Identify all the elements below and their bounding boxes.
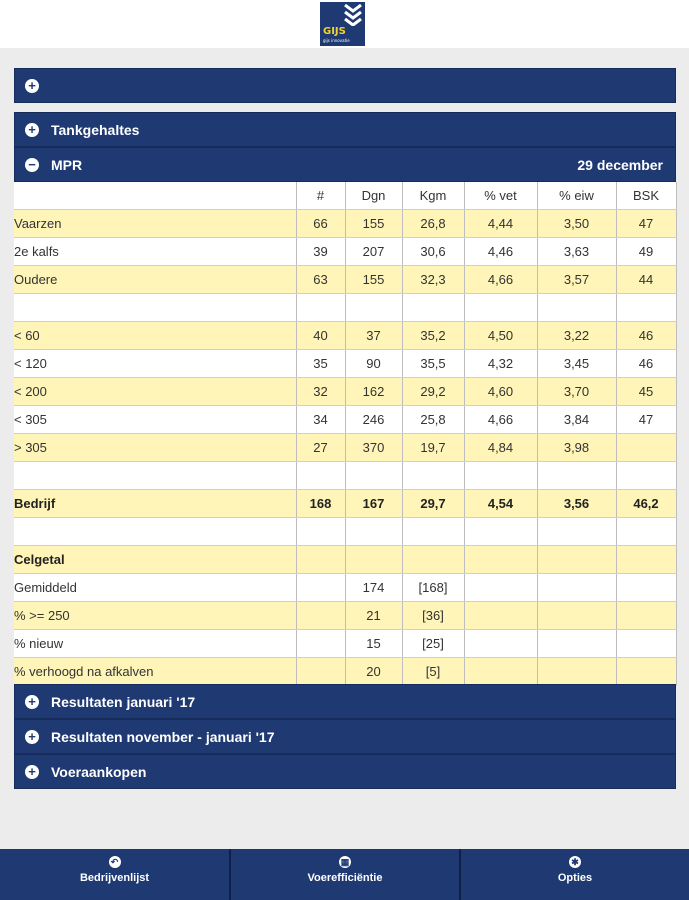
table-cell [296, 602, 345, 630]
table-row [14, 658, 676, 686]
table-cell: 25,8 [402, 406, 464, 434]
table-cell: 3,50 [537, 210, 616, 238]
table-cell [14, 462, 296, 490]
table-cell [345, 462, 402, 490]
table-row [14, 378, 676, 406]
table-cell: < 305 [14, 406, 296, 434]
table-cell: 47 [616, 406, 676, 434]
mpr-date: 29 december [577, 157, 663, 173]
table-cell: 15 [345, 630, 402, 658]
table-cell [537, 518, 616, 546]
table-cell [296, 574, 345, 602]
table-cell [464, 518, 537, 546]
table-cell: 167 [345, 490, 402, 518]
table-row [14, 406, 676, 434]
table-cell: 4,54 [464, 490, 537, 518]
resultaten-januari-section-header[interactable] [14, 684, 676, 719]
table-header-cell: % vet [464, 182, 537, 210]
table-cell [402, 462, 464, 490]
table-cell: 4,60 [464, 378, 537, 406]
table-cell: 3,70 [537, 378, 616, 406]
table-row [14, 350, 676, 378]
table-cell: 66 [296, 210, 345, 238]
plus-icon: + [25, 123, 39, 137]
mpr-label: MPR [51, 157, 83, 173]
mpr-section-header[interactable] [14, 147, 676, 182]
resultaten-nov-jan-label: Resultaten november - januari '17 [51, 729, 275, 745]
empty-section-header[interactable] [14, 68, 676, 103]
table-cell: 27 [296, 434, 345, 462]
tankgehaltes-section-header[interactable] [14, 112, 676, 147]
table-cell: 35 [296, 350, 345, 378]
table-cell: 20 [345, 658, 402, 686]
table-header-cell: Dgn [345, 182, 402, 210]
table-cell: Oudere [14, 266, 296, 294]
table-cell: 35,2 [402, 322, 464, 350]
table-row [14, 322, 676, 350]
table-cell [464, 574, 537, 602]
table-cell [537, 546, 616, 574]
table-cell [402, 294, 464, 322]
minus-icon: − [25, 158, 39, 172]
plus-icon: + [25, 695, 39, 709]
table-cell [14, 294, 296, 322]
table-cell: 21 [345, 602, 402, 630]
table-cell: 4,32 [464, 350, 537, 378]
table-cell [345, 546, 402, 574]
table-cell: 370 [345, 434, 402, 462]
table-cell: 3,84 [537, 406, 616, 434]
plus-icon: + [25, 730, 39, 744]
table-cell: 90 [345, 350, 402, 378]
table-cell [537, 630, 616, 658]
table-cell: 3,22 [537, 322, 616, 350]
table-cell: 40 [296, 322, 345, 350]
plus-icon: + [25, 79, 39, 93]
table-row [14, 574, 676, 602]
opties-label: Opties [557, 872, 593, 884]
table-cell: < 120 [14, 350, 296, 378]
mpr-table [14, 182, 677, 686]
resultaten-januari-label: Resultaten januari '17 [51, 694, 196, 710]
table-cell [296, 658, 345, 686]
table-cell: 63 [296, 266, 345, 294]
table-row [14, 518, 676, 546]
table-cell: 30,6 [402, 238, 464, 266]
table-cell: 3,56 [537, 490, 616, 518]
table-cell [296, 294, 345, 322]
table-cell: 155 [345, 266, 402, 294]
table-cell: [36] [402, 602, 464, 630]
logo-text: GIJS [323, 26, 346, 37]
tankgehaltes-label: Tankgehaltes [51, 122, 140, 138]
gijs-logo [320, 2, 365, 46]
table-cell: % >= 250 [14, 602, 296, 630]
table-cell [345, 294, 402, 322]
table-cell [616, 546, 676, 574]
voeraankopen-section-header[interactable] [14, 754, 676, 789]
opties-button[interactable] [461, 849, 689, 900]
table-cell: 162 [345, 378, 402, 406]
table-cell: 4,66 [464, 266, 537, 294]
voerefficientie-button[interactable] [231, 849, 461, 900]
table-cell: 3,98 [537, 434, 616, 462]
table-cell [537, 462, 616, 490]
table-header-cell: # [296, 182, 345, 210]
table-cell [464, 602, 537, 630]
table-cell: 45 [616, 378, 676, 406]
table-cell [616, 602, 676, 630]
table-cell [537, 574, 616, 602]
table-cell: 3,63 [537, 238, 616, 266]
grid-icon: ▦ [340, 857, 350, 867]
table-cell: 32 [296, 378, 345, 406]
table-header-cell: % eiw [537, 182, 616, 210]
table-cell: 4,46 [464, 238, 537, 266]
table-cell: 32,3 [402, 266, 464, 294]
table-cell: Gemiddeld [14, 574, 296, 602]
table-cell: 44 [616, 266, 676, 294]
table-cell [464, 658, 537, 686]
table-cell: [168] [402, 574, 464, 602]
table-cell: 4,84 [464, 434, 537, 462]
table-row [14, 546, 676, 574]
table-cell: 155 [345, 210, 402, 238]
table-cell [464, 462, 537, 490]
bedrijvenlijst-label: Bedrijvenlijst [79, 872, 150, 884]
plus-icon: + [25, 765, 39, 779]
table-cell: [25] [402, 630, 464, 658]
table-cell [616, 574, 676, 602]
table-cell: < 60 [14, 322, 296, 350]
table-cell: 246 [345, 406, 402, 434]
table-cell: 174 [345, 574, 402, 602]
table-cell [616, 630, 676, 658]
table-cell: 39 [296, 238, 345, 266]
chevron-logo-icon [344, 4, 362, 26]
back-arrow-icon: ↶ [109, 856, 121, 868]
table-cell: 168 [296, 490, 345, 518]
table-cell: > 305 [14, 434, 296, 462]
table-cell: [5] [402, 658, 464, 686]
table-cell: Bedrijf [14, 490, 296, 518]
logo-subtitle: gijs innovatie [323, 38, 350, 43]
table-cell: % verhoogd na afkalven [14, 658, 296, 686]
table-cell [616, 658, 676, 686]
table-cell: 2e kalfs [14, 238, 296, 266]
table-row [14, 238, 676, 266]
table-cell: 49 [616, 238, 676, 266]
table-cell [537, 658, 616, 686]
table-row [14, 266, 676, 294]
voeraankopen-label: Voeraankopen [51, 764, 147, 780]
table-cell [402, 546, 464, 574]
table-cell: < 200 [14, 378, 296, 406]
table-cell: 4,66 [464, 406, 537, 434]
table-cell: 46 [616, 322, 676, 350]
table-cell: 46 [616, 350, 676, 378]
table-cell: % nieuw [14, 630, 296, 658]
voerefficientie-label: Voerefficiëntie [307, 872, 383, 884]
table-row [14, 602, 676, 630]
bedrijvenlijst-button[interactable] [0, 849, 231, 900]
table-cell: 46,2 [616, 490, 676, 518]
gear-icon: ✱ [569, 856, 581, 868]
table-row [14, 294, 676, 322]
table-cell: 26,8 [402, 210, 464, 238]
table-cell: Celgetal [14, 546, 296, 574]
table-header-cell: Kgm [402, 182, 464, 210]
table-cell: 34 [296, 406, 345, 434]
table-cell [345, 518, 402, 546]
table-cell [464, 294, 537, 322]
resultaten-nov-jan-section-header[interactable] [14, 719, 676, 754]
table-cell: 47 [616, 210, 676, 238]
table-cell: 4,50 [464, 322, 537, 350]
table-cell [402, 518, 464, 546]
table-row [14, 462, 676, 490]
table-header-row [14, 182, 676, 210]
table-cell: 3,57 [537, 266, 616, 294]
table-cell [537, 602, 616, 630]
table-cell: 29,7 [402, 490, 464, 518]
table-cell [616, 518, 676, 546]
table-cell [616, 294, 676, 322]
table-cell [296, 462, 345, 490]
table-row [14, 490, 676, 518]
table-cell: 37 [345, 322, 402, 350]
table-cell [296, 630, 345, 658]
table-cell [537, 294, 616, 322]
table-cell: 207 [345, 238, 402, 266]
table-header-cell: BSK [616, 182, 676, 210]
table-cell [296, 546, 345, 574]
table-header-cell [14, 182, 296, 210]
table-cell: 35,5 [402, 350, 464, 378]
table-cell: 19,7 [402, 434, 464, 462]
table-cell [464, 630, 537, 658]
table-cell [616, 462, 676, 490]
table-cell: 3,45 [537, 350, 616, 378]
table-cell [616, 434, 676, 462]
top-bar [0, 0, 689, 48]
table-row [14, 630, 676, 658]
table-cell: Vaarzen [14, 210, 296, 238]
table-row [14, 434, 676, 462]
table-cell [464, 546, 537, 574]
footer-nav [0, 849, 689, 900]
table-cell [296, 518, 345, 546]
table-cell: 29,2 [402, 378, 464, 406]
table-row [14, 210, 676, 238]
table-cell [14, 518, 296, 546]
table-cell: 4,44 [464, 210, 537, 238]
